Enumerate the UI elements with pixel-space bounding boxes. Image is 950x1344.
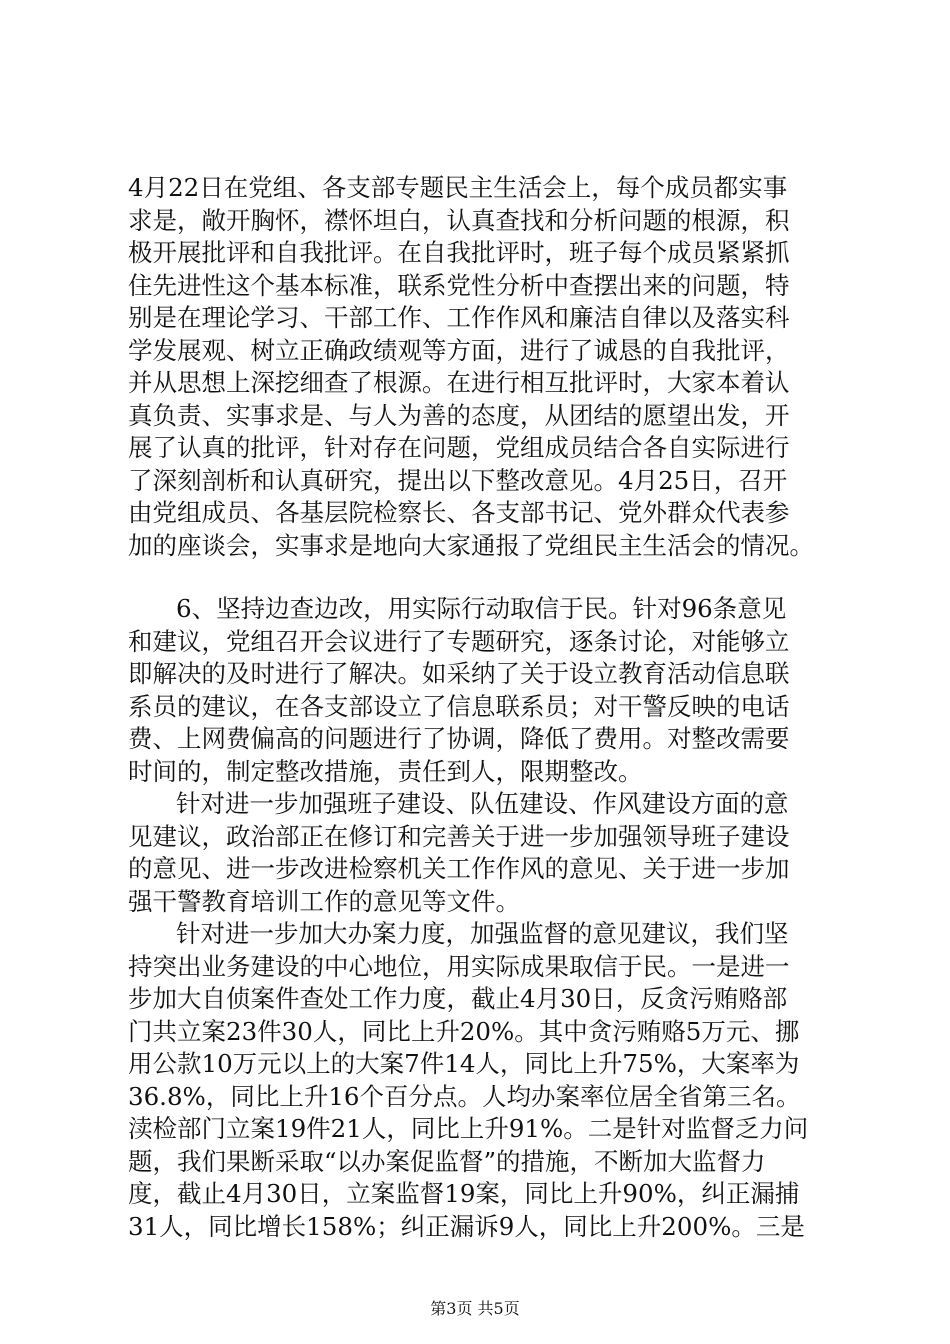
- text-line: 度，截止4月30日，立案监督19案，同比上升90%，纠正漏捕: [128, 1179, 800, 1208]
- body-text: [128, 172, 858, 1243]
- text-line: 时间的，制定整改措施，责任到人，限期整改。: [128, 756, 643, 786]
- text-line: 学发展观、树立正确政绩观等方面，进行了诚恳的自我批评，: [128, 335, 790, 365]
- text-line: 6、坚持边查边改，用实际行动取信于民。针对96条意见: [176, 594, 787, 623]
- text-line: 住先进性这个基本标准，联系党性分析中查摆出来的问题，特: [128, 270, 790, 300]
- text-line: 和建议，党组召开会议进行了专题研究，逐条讨论，对能够立: [128, 626, 790, 656]
- text-line: 36.8%，同比上升16个百分点。人均办案率位居全省第三名。: [128, 1081, 801, 1111]
- page-number-footer: 第3页 共5页: [430, 1299, 520, 1318]
- text-line: 见建议，政治部正在修订和完善关于进一步加强领导班子建设: [128, 821, 790, 851]
- text-line: 步加大自侦案件查处工作力度，截止4月30日，反贪污贿赂部: [128, 984, 788, 1013]
- text-line: 门共立案23件30人，同比上升20%。其中贪污贿赂5万元、挪: [128, 1016, 800, 1046]
- text-line: 针对进一步加大办案力度，加强监督的意见建议，我们坚: [176, 919, 789, 948]
- text-line: 费、上网费偏高的问题进行了协调，降低了费用。对整改需要: [128, 724, 790, 753]
- text-line: 题，我们果断采取“以办案促监督”的措施，不断加大监督力: [128, 1146, 766, 1176]
- text-line: 别是在理论学习、干部工作、工作作风和廉洁自律以及落实科: [128, 303, 790, 332]
- text-line: 由党组成员、各基层院检察长、各支部书记、党外群众代表参: [128, 498, 790, 527]
- text-line: 系员的建议，在各支部设立了信息联系员；对干警反映的电话: [128, 691, 790, 721]
- text-line: 了深刻剖析和认真研究，提出以下整改意见。4月25日，召开: [128, 465, 788, 495]
- text-line: 极开展批评和自我批评。在自我批评时，班子每个成员紧紧抓: [128, 238, 790, 267]
- text-line: 加的座谈会，实事求是地向大家通报了党组民主生活会的情况。: [128, 530, 814, 560]
- text-line: 的意见、进一步改进检察机关工作作风的意见、关于进一步加: [128, 854, 790, 883]
- text-line: 展了认真的批评，针对存在问题，党组成员结合各自实际进行: [128, 433, 790, 462]
- text-line: 持突出业务建设的中心地位，用实际成果取信于民。一是进一: [128, 951, 790, 981]
- text-line: 针对进一步加强班子建设、队伍建设、作风建设方面的意: [176, 789, 789, 818]
- text-line: 强干警教育培训工作的意见等文件。: [128, 886, 520, 916]
- text-line: 4月22日在党组、各支部专题民主生活会上，每个成员都实事: [128, 173, 788, 202]
- paragraph-gap: [128, 562, 858, 593]
- text-line: 真负责、实事求是、与人为善的态度，从团结的愿望出发，开: [128, 400, 790, 430]
- text-line: 即解决的及时进行了解决。如采纳了关于设立教育活动信息联: [128, 659, 790, 688]
- text-line: 并从思想上深挖细查了根源。在进行相互批评时，大家本着认: [128, 368, 790, 397]
- text-line: 用公款10万元以上的大案7件14人，同比上升75%，大案率为: [128, 1049, 800, 1078]
- text-line: 渎检部门立案19件21人，同比上升91%。二是针对监督乏力问: [128, 1114, 809, 1143]
- text-line: 31人，同比增长158%；纠正漏诉9人，同比上升200%。三是: [128, 1211, 805, 1241]
- text-line: 求是，敞开胸怀，襟怀坦白，认真查找和分析问题的根源，积: [128, 205, 790, 235]
